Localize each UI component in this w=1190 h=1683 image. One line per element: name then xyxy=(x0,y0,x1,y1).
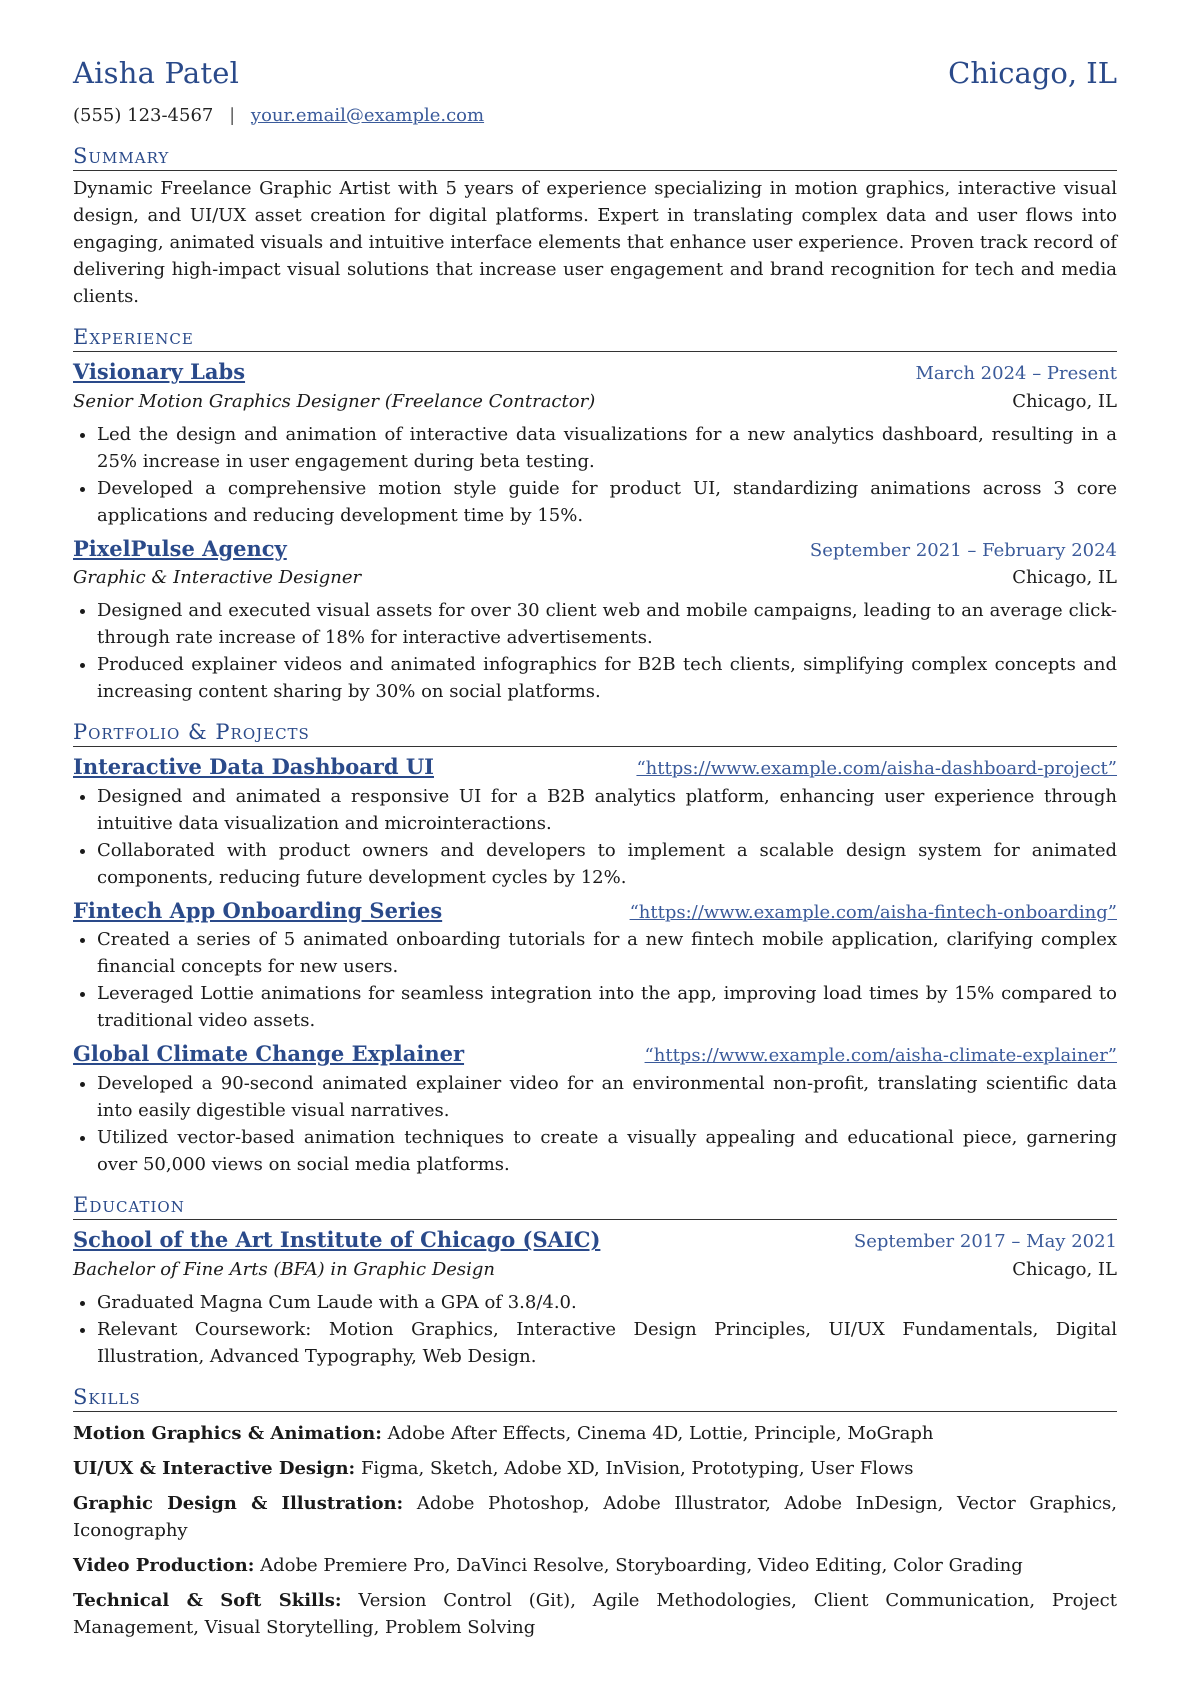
project-title-link[interactable]: Global Climate Change Explainer xyxy=(73,1041,465,1067)
employer-link[interactable]: PixelPulse Agency xyxy=(73,535,287,561)
skill-values: Adobe Premiere Pro, DaVinci Resolve, Storyboarding, Video Editing, Color Grading xyxy=(260,1554,1023,1576)
bullet-item: • Produced explainer videos and animated infographics for B2B tech clients, simplifying complex concepts and increasing content sharing by 30% on social platforms. xyxy=(97,651,1117,705)
bullet-item: • Developed a 90-second animated explainer video for an environmental non-profit, translating scientific data into easily digestible visual narratives. xyxy=(97,1070,1117,1124)
project-url-link[interactable]: “https://www.example.com/aisha-dashboard-project” xyxy=(636,758,1117,780)
projects-heading: Portfolio & Projects xyxy=(73,719,1117,747)
project-entry xyxy=(73,895,1117,1035)
skill-line xyxy=(73,1455,1117,1482)
candidate-location: Chicago, IL xyxy=(948,56,1117,90)
skill-values: Adobe After Effects, Cinema 4D, Lottie, Principle, MoGraph xyxy=(387,1422,934,1444)
experience-heading: Experience xyxy=(73,324,1117,352)
bullet-item: • Graduated Magna Cum Laude with a GPA of 3.8/4.0. xyxy=(97,1289,1117,1316)
skill-category: Technical & Soft Skills: xyxy=(73,1589,342,1611)
skill-values: Figma, Sketch, Adobe XD, InVision, Prototyping, User Flows xyxy=(360,1457,914,1479)
skill-category: Video Production: xyxy=(73,1554,255,1576)
summary-text: Dynamic Freelance Graphic Artist with 5 years of experience specializing in motion graphics, interactive visual design, and UI/UX asset creation for digital platforms. Expert in translating complex data and user flows into engaging, animated visuals and intuitive interface elements that enhance user experience. Proven track record of delivering high-impact visual solutions that increase user engagement and brand recognition for tech and media clients. xyxy=(73,177,1117,307)
project-url-link[interactable]: “https://www.example.com/aisha-fintech-onboarding” xyxy=(629,901,1117,923)
skill-values: Adobe Photoshop, Adobe Illustrator, Adobe InDesign, Vector Graphics, Iconography xyxy=(73,1492,1117,1541)
experience-entry xyxy=(73,533,1117,706)
bullet-item: • Led the design and animation of interactive data visualizations for a new analytics dashboard, resulting in a 25% increase in user engagement during beta testing. xyxy=(97,421,1117,475)
project-entry xyxy=(73,751,1117,891)
bullet-list xyxy=(73,1289,1117,1370)
bullet-item: • Collaborated with product owners and developers to implement a scalable design system for animated components, reducing future development cycles by 12%. xyxy=(97,837,1117,891)
bullet-item: • Relevant Coursework: Motion Graphics, Interactive Design Principles, UI/UX Fundamentals, Digital Illustration, Advanced Typography, Web Design. xyxy=(97,1316,1117,1370)
bullet-list xyxy=(73,421,1117,529)
bullet-item: • Designed and animated a responsive UI for a B2B analytics platform, enhancing user experience through intuitive data visualization and microinteractions. xyxy=(97,783,1117,837)
contact-separator: | xyxy=(229,104,236,126)
resume-header xyxy=(73,52,1117,96)
phone-number: (555) 123-4567 xyxy=(73,104,214,126)
bullet-item: • Developed a comprehensive motion style guide for product UI, standardizing animations across 3 core applications and reducing development time by 15%. xyxy=(97,475,1117,529)
candidate-name: Aisha Patel xyxy=(73,56,240,90)
bullet-list xyxy=(73,926,1117,1034)
employment-dates: September 2021 – February 2024 xyxy=(809,539,1117,561)
skill-line xyxy=(73,1552,1117,1579)
employment-dates: March 2024 – Present xyxy=(915,363,1117,385)
job-location: Chicago, IL xyxy=(1012,390,1117,412)
job-title: Senior Motion Graphics Designer (Freelance Contractor) xyxy=(73,390,596,412)
bullet-item: • Leveraged Lottie animations for seamless integration into the app, improving load times by 15% compared to traditional video assets. xyxy=(97,980,1117,1034)
experience-entry xyxy=(73,356,1117,529)
skill-line xyxy=(73,1490,1117,1544)
school-link[interactable]: School of the Art Institute of Chicago (SAIC) xyxy=(73,1227,601,1253)
email-link[interactable]: your.email@example.com xyxy=(250,104,485,126)
skill-category: Graphic Design & Illustration: xyxy=(73,1492,404,1514)
project-title-link[interactable]: Interactive Data Dashboard UI xyxy=(73,754,434,780)
skill-line xyxy=(73,1420,1117,1447)
skill-category: Motion Graphics & Animation: xyxy=(73,1422,382,1444)
project-title-link[interactable]: Fintech App Onboarding Series xyxy=(73,897,443,923)
skill-category: UI/UX & Interactive Design: xyxy=(73,1457,356,1479)
bullet-list xyxy=(73,597,1117,705)
education-entry xyxy=(73,1224,1117,1370)
skill-values: Version Control (Git), Agile Methodologies, Client Communication, Project Management, Visual Storytelling, Problem Solving xyxy=(73,1589,1117,1638)
summary-heading: Summary xyxy=(73,143,1117,171)
employer-link[interactable]: Visionary Labs xyxy=(73,359,246,385)
education-heading: Education xyxy=(73,1192,1117,1220)
contact-line xyxy=(73,102,1117,129)
skill-line xyxy=(73,1587,1117,1641)
skills-heading: Skills xyxy=(73,1384,1117,1412)
job-location: Chicago, IL xyxy=(1012,567,1117,589)
education-dates: September 2017 – May 2021 xyxy=(853,1231,1117,1253)
bullet-item: • Utilized vector-based animation techniques to create a visually appealing and educational piece, garnering over 50,000 views on social media platforms. xyxy=(97,1124,1117,1178)
project-url-link[interactable]: “https://www.example.com/aisha-climate-explainer” xyxy=(644,1045,1117,1067)
project-entry xyxy=(73,1038,1117,1178)
job-title: Graphic & Interactive Designer xyxy=(73,567,362,589)
bullet-item: • Created a series of 5 animated onboarding tutorials for a new fintech mobile application, clarifying complex financial concepts for new users. xyxy=(97,926,1117,980)
school-location: Chicago, IL xyxy=(1012,1258,1117,1280)
bullet-list xyxy=(73,1070,1117,1178)
degree-title: Bachelor of Fine Arts (BFA) in Graphic Design xyxy=(73,1258,496,1280)
bullet-item: • Designed and executed visual assets for over 30 client web and mobile campaigns, leading to an average click-through rate increase of 18% for interactive advertisements. xyxy=(97,597,1117,651)
bullet-list xyxy=(73,783,1117,891)
